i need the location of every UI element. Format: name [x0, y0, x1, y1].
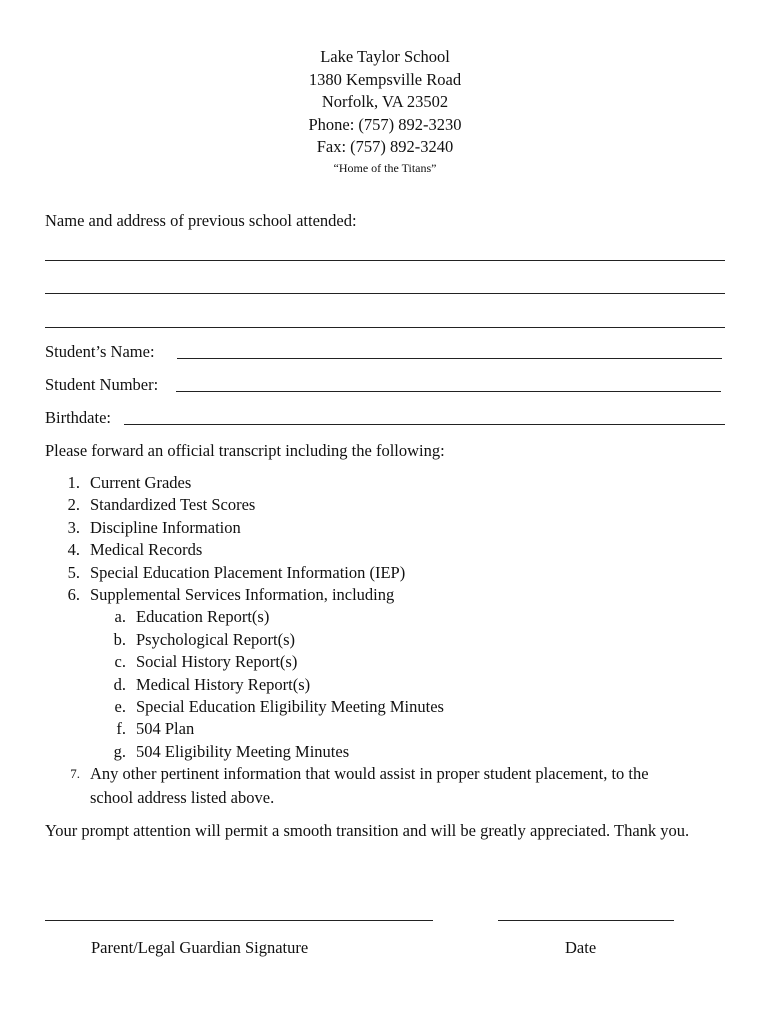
school-records-request-form: Lake Taylor School 1380 Kempsville Road Norfolk, VA 23502 Phone: (757) 892-3230 Fax: (757) 892-3240 “Home of the Titans” Name and address of previous school attended: Student’s Name: Student Number: Birthdate: Please forward an official transcript including the following: 1. Current Grades 2. Standardized Test Scores 3. Discipline Information 4. Medical Records 5. Special Education Placement Information (IEP) 6. Supplemental Services Information, including a. Education Report(s) b. Psychological Report(s) c. Social History Report(s) d. Medical History Report(s) e. Special Education Eligibility Meeting Minutes f. 504 Plan g. 504 Eligibility Meeting Minutes 7. Any other pertinent information that would assist in proper student placement, to the school address listed above. Your prompt attention will permit a smooth transition and will be greatly appreciated. Thank you. Parent/Legal Guardian Signature Date [0, 0, 770, 1024]
previous-school-label: Name and address of previous school attended: [45, 211, 357, 230]
transcript-intro: Please forward an official transcript including the following: [45, 441, 445, 460]
previous-school-line-1[interactable] [45, 260, 725, 261]
school-name: Lake Taylor School [320, 47, 450, 66]
school-fax: Fax: (757) 892-3240 [316, 137, 454, 156]
closing-paragraph: Your prompt attention will permit a smooth transition and will be greatly appreciated. Thank you. [45, 821, 690, 840]
school-street: 1380 Kempsville Road [308, 69, 462, 89]
date-label: Date [565, 938, 597, 957]
school-phone: Phone: (757) 892-3230 [308, 114, 462, 134]
student-name-field[interactable] [177, 358, 722, 359]
student-name-label: Student’s Name: [45, 342, 155, 361]
school-city: Norfolk, VA 23502 [321, 92, 449, 111]
letterhead [0, 46, 770, 177]
guardian-signature-line[interactable] [45, 920, 433, 921]
birthdate-field[interactable] [124, 424, 725, 425]
date-line[interactable] [498, 920, 674, 921]
student-number-label: Student Number: [45, 375, 159, 394]
birthdate-label: Birthdate: [45, 408, 111, 427]
previous-school-line-3[interactable] [45, 327, 725, 328]
student-number-field[interactable] [176, 391, 721, 392]
guardian-signature-label: Parent/Legal Guardian Signature [91, 938, 309, 957]
previous-school-line-2[interactable] [45, 293, 725, 294]
school-motto: “Home of the Titans” [333, 160, 437, 175]
